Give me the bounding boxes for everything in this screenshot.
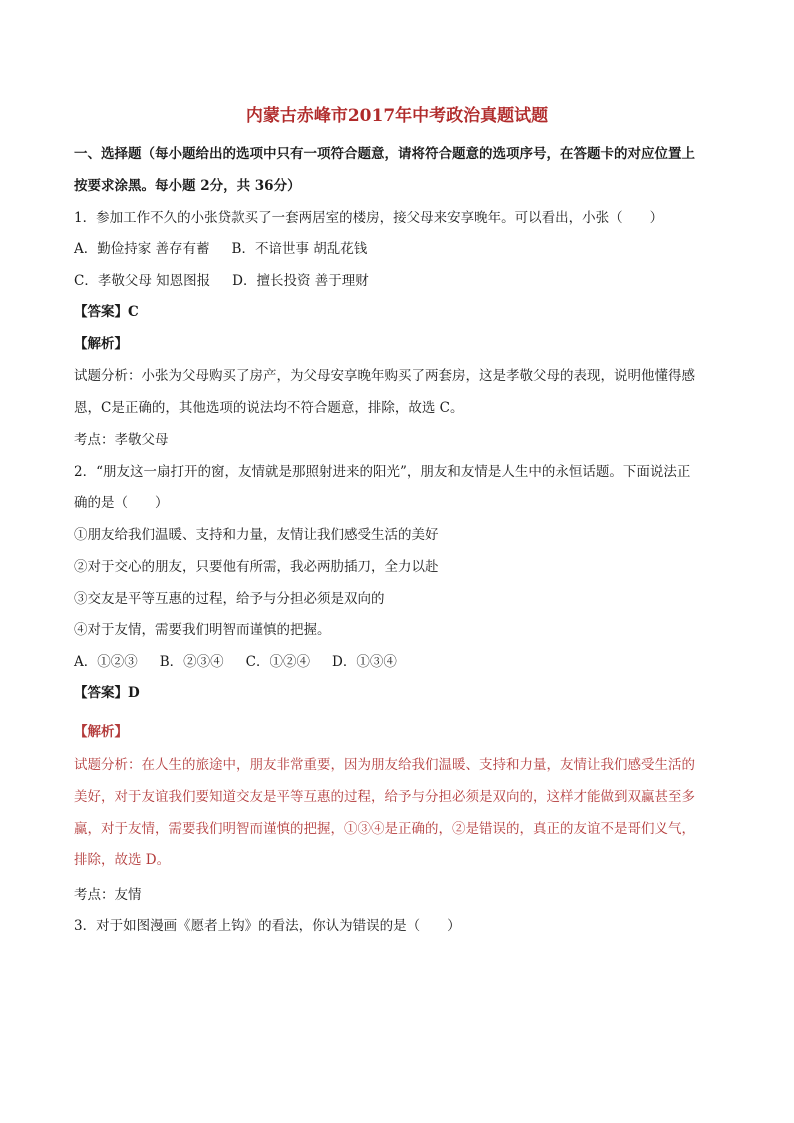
q1-analysis-line-1: 试题分析：小张为父母购买了房产，为父母安享晚年购买了两套房，这是孝敬父母的表现，说明他懂得感: [74, 368, 695, 384]
q2-options-row: [74, 652, 734, 672]
q1-stem: 1．参加工作不久的小张贷款买了一套两居室的楼房，接父母来安享晚年。可以看出，小张（ ）: [74, 210, 664, 226]
q2-item-2: ②对于交心的朋友，只要他有所需，我必两肋插刀，全力以赴: [74, 559, 439, 575]
q1-options-row-2: [74, 271, 734, 291]
q1-analysis-line-2: 恩，C是正确的，其他选项的说法均不符合题意，排除，故选 C。: [74, 400, 464, 416]
q2-stem-line-1: 2．“朋友这一扇打开的窗，友情就是那照射进来的阳光”，朋友和友情是人生中的永恒话题。下面说法正: [74, 464, 691, 480]
q2-stem-line-2: 确的是（ ）: [74, 495, 169, 511]
q1-analysis-label: 【解析】: [74, 336, 128, 352]
q2-item-1: ①朋友给我们温暖、支持和力量，友情让我们感受生活的美好: [74, 527, 439, 543]
q1-option-d: D．擅长投资 善于理财: [232, 273, 369, 289]
q1-options-row-1: [74, 239, 734, 259]
q2-option-c: C．①②④: [245, 654, 311, 670]
q2-analysis-line-4: 排除，故选 D。: [74, 852, 171, 868]
q3-stem: 3．对于如图漫画《愿者上钩》的看法，你认为错误的是（ ）: [74, 918, 461, 934]
q1-option-b: B．不谙世事 胡乱花钱: [231, 241, 368, 257]
q2-answer: 【答案】D: [74, 685, 140, 701]
section-heading-line-1: 一、选择题（每小题给出的选项中只有一项符合题意，请将符合题意的选项序号，在答题卡的对应位置上: [74, 146, 695, 162]
q2-analysis-line-2: 美好，对于友谊我们要知道交友是平等互惠的过程，给予与分担必须是双向的，这样才能做到双赢甚至多: [74, 789, 695, 805]
q1-answer: 【答案】C: [74, 304, 139, 320]
q2-item-3: ③交友是平等互惠的过程，给予与分担必须是双向的: [74, 591, 385, 607]
document-title: 内蒙古赤峰市2017年中考政治真题试题: [245, 106, 549, 126]
q2-analysis-line-3: 赢，对于友情，需要我们明智而谨慎的把握，①③④是正确的，②是错误的，真正的友谊不是哥们义气，: [74, 821, 695, 837]
q2-option-d: D．①③④: [332, 654, 397, 670]
q1-option-a: A．勤俭持家 善存有蓄: [74, 241, 210, 257]
q1-option-c: C．孝敬父母 知恩图报: [74, 273, 211, 289]
q2-option-b: B．②③④: [159, 654, 224, 670]
q1-kaodian: 考点：孝敬父母: [74, 432, 169, 448]
q2-option-a: A．①②③: [74, 654, 138, 670]
q2-kaodian: 考点：友情: [74, 887, 142, 903]
q2-analysis-label: 【解析】: [74, 724, 128, 740]
section-heading-line-2: 按要求涂黑。每小题 2分，共 36分）: [74, 178, 301, 194]
q2-item-4: ④对于友情，需要我们明智而谨慎的把握。: [74, 622, 331, 638]
q2-analysis-line-1: 试题分析：在人生的旅途中，朋友非常重要，因为朋友给我们温暖、支持和力量，友情让我们感受生活的: [74, 757, 695, 773]
